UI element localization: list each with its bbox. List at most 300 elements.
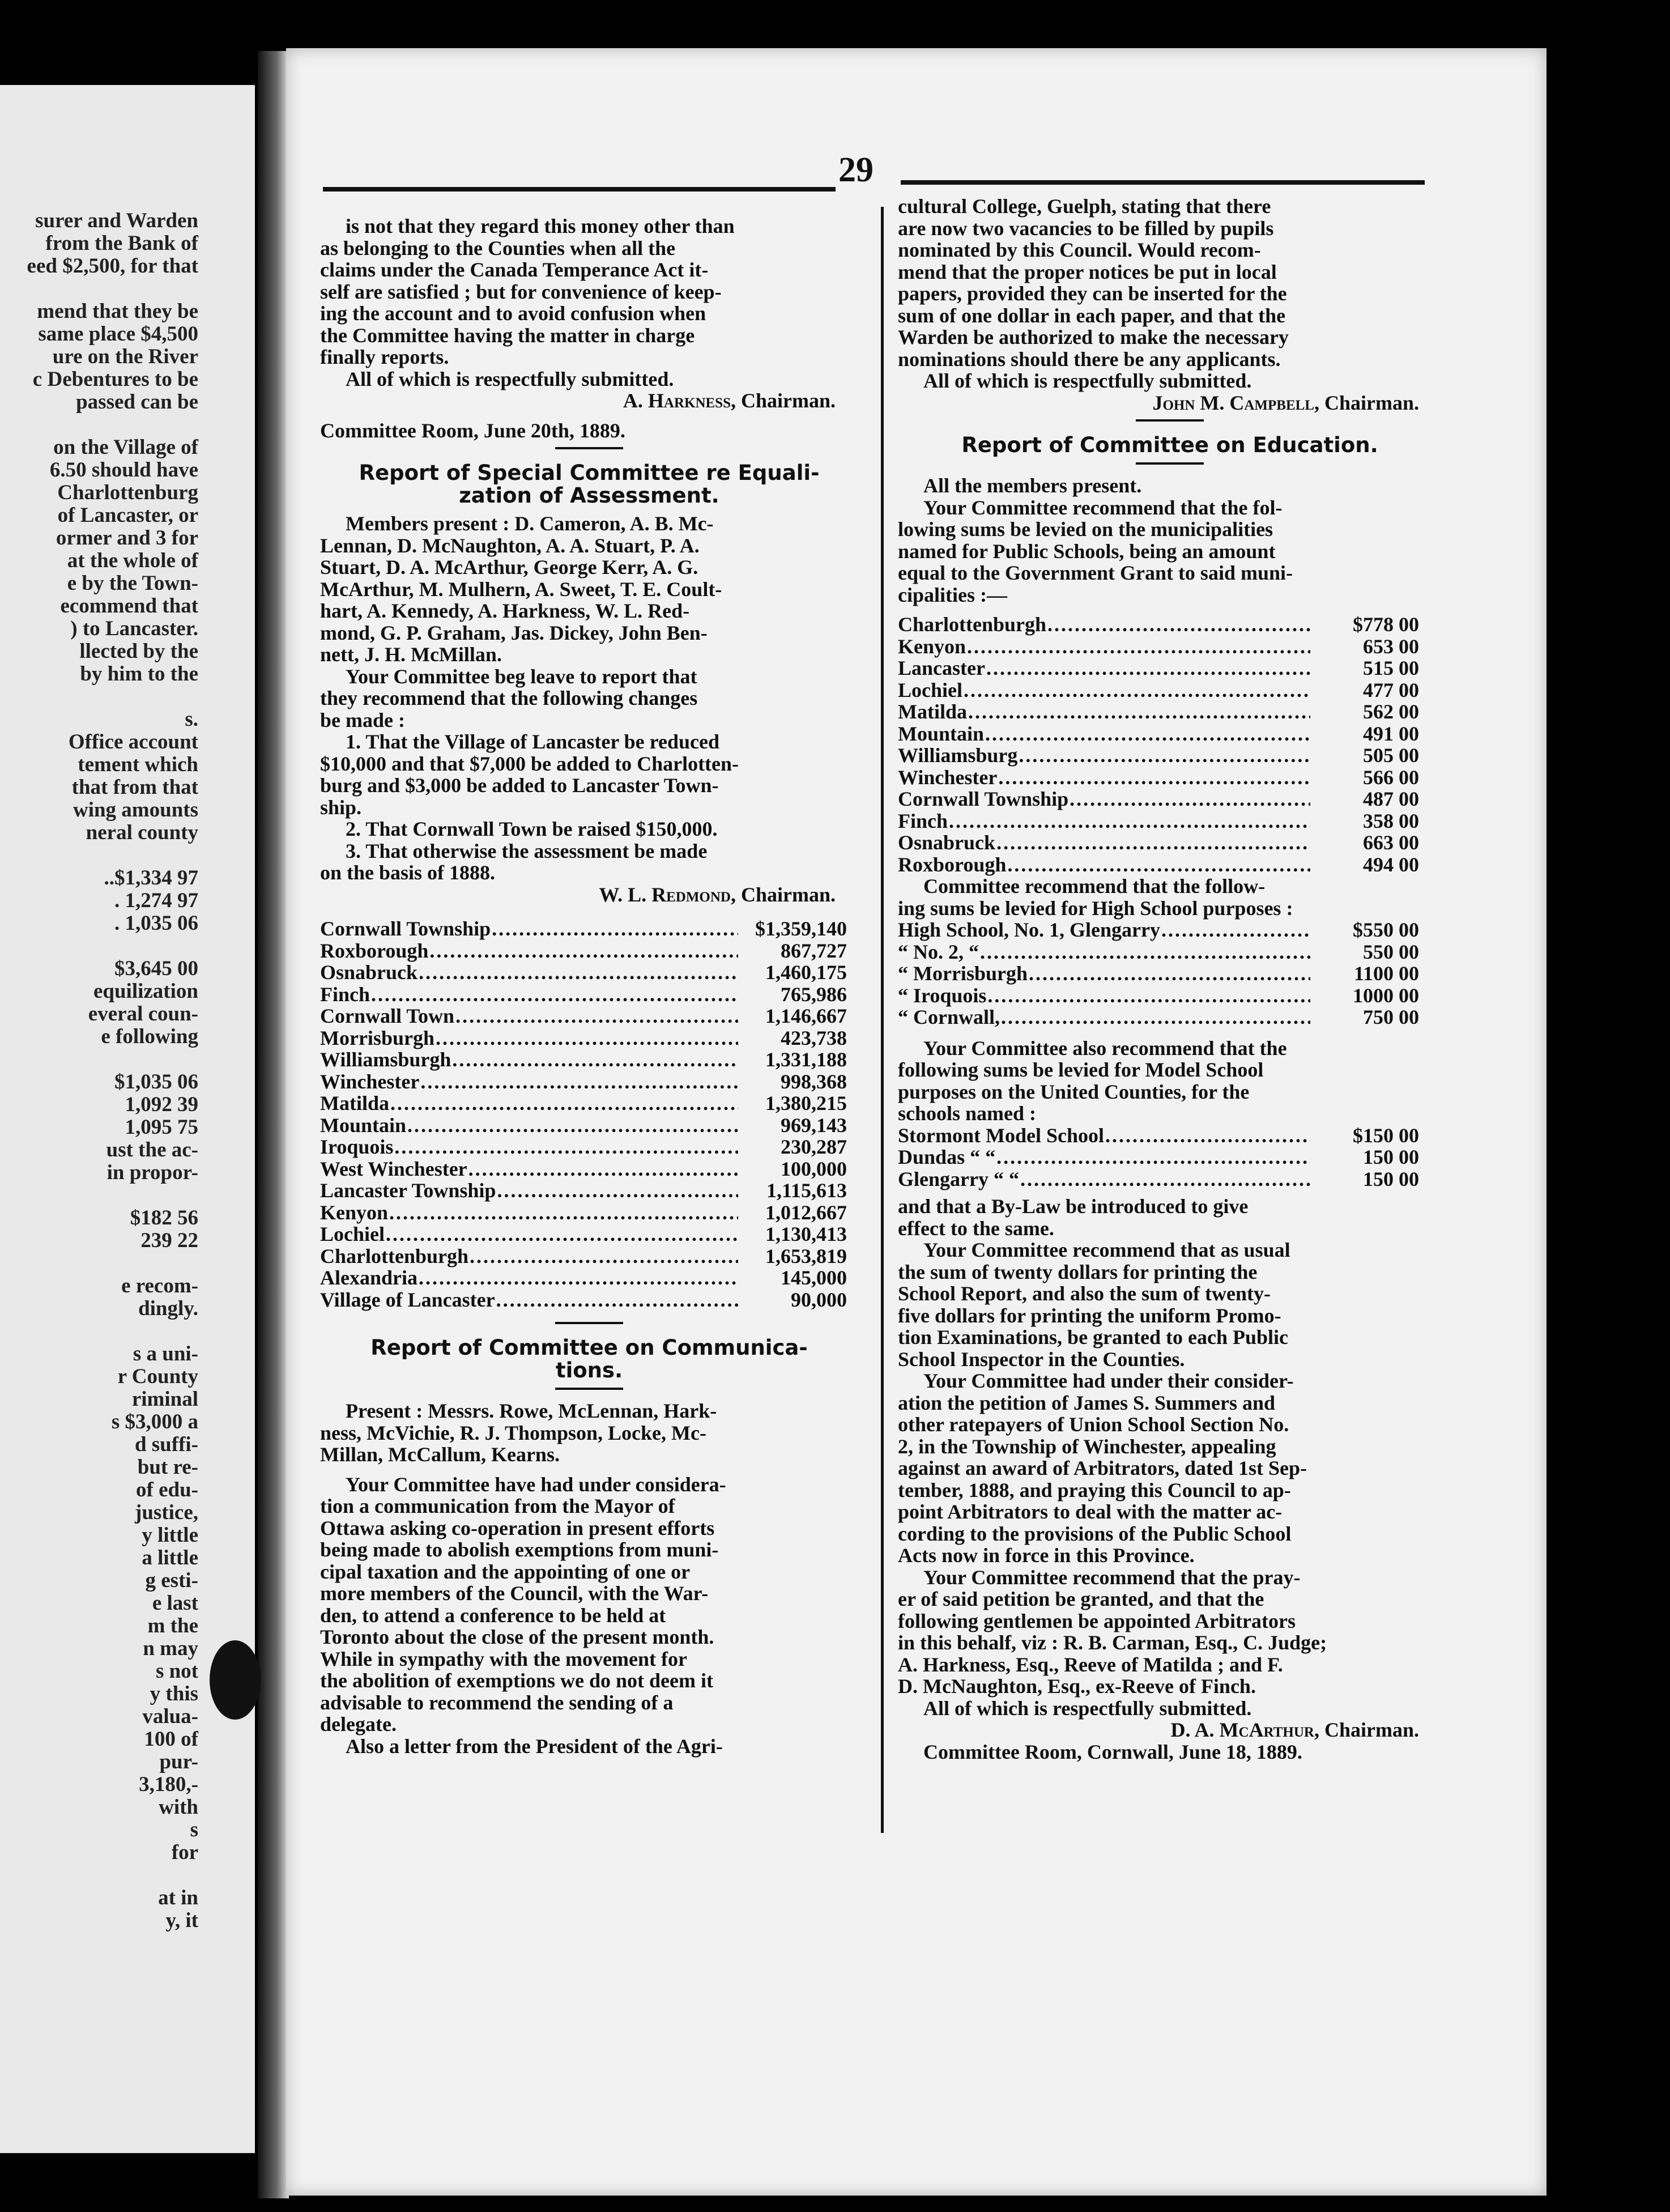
dot-leader [1105,1125,1310,1147]
dot-leader [452,1049,738,1071]
text-line: ship. [320,796,362,819]
row-amount: 423,738 [781,1026,847,1049]
dot-leader [386,1223,738,1245]
fragment-line [0,278,255,300]
dot-leader [985,723,1310,745]
members-paragraph [320,513,858,666]
fragment-line: y this [150,1682,198,1705]
fragment-line [0,844,255,867]
text-line: ation the petition of James S. Summers and [898,1391,1276,1414]
row-name: Mountain [898,722,985,745]
table-row [898,636,1419,658]
text-line: cipal taxation and the appointing of one or [320,1560,691,1583]
column-left [320,215,858,1757]
text-line: 1. That the Village of Lancaster be reduced [346,730,719,753]
table-row [320,1180,847,1202]
fragment-line: e by the Town- [67,572,198,595]
text-line: Your Committee beg leave to report that [346,665,697,688]
table-row [320,1223,847,1245]
table-row [320,1005,847,1027]
section-title-equalization: Report of Special Committee re Equali- zation of Assessment. [359,461,820,508]
table-row [320,1202,847,1224]
row-amount: 663 00 [1363,831,1419,854]
row-name: Roxborough [320,939,429,962]
fragment-line: $1,035 06 [114,1070,198,1094]
fragment-line: riminal [131,1388,198,1411]
text-line: papers, provided they can be inserted for the [898,282,1287,305]
fragment-line: ..$1,334 97 [104,866,198,890]
row-amount: $778 00 [1353,613,1419,636]
text-line: on the basis of 1888. [320,861,496,884]
submitted-line: All of which is respectfully submitted. [346,367,674,390]
table-row [898,832,1419,854]
text-line: den, to attend a conference to be held at [320,1603,666,1627]
text-line: the abolition of exemptions we do not deem it [320,1669,713,1692]
row-amount: 566 00 [1363,765,1419,789]
table-row [898,941,1419,963]
table-row [320,984,847,1006]
text-line: sum of one dollar in each paper, and that the [898,304,1286,327]
text-line: finally reports. [320,346,449,368]
fragment-line: s [190,1818,198,1841]
dot-leader [1020,1168,1310,1190]
fragment-line: neral county [86,821,198,844]
table-row [898,854,1419,876]
text-line: other ratepayers of Union School Section No. [898,1413,1289,1436]
text-line: D. McNaughton, Esq., ex-Reeve of Finch. [898,1675,1256,1698]
row-name: Mountain [320,1113,407,1137]
text-line: advisable to recommend the sending of a [320,1691,674,1714]
fragment-line: wing amounts [73,798,198,822]
communications-body [320,1474,858,1735]
table-row [320,1049,847,1071]
fragment-line: 3,180,- [139,1773,198,1796]
fragment-line: tement which [78,753,198,776]
text-line: mond, G. P. Graham, Jas. Dickey, John Ben- [320,621,708,644]
dot-leader [968,701,1310,723]
row-name: Williamsburgh [320,1048,451,1071]
chairman-signature-3: John M. Campbell, Chairman. [1152,391,1419,414]
printing-paragraph [898,1239,1442,1370]
text-line: burg and $3,000 be added to Lancaster Town- [320,774,719,797]
column-right [898,195,1442,1763]
table-row [898,1168,1419,1190]
fragment-line: d suffi- [134,1433,198,1456]
submitted-line-2: All of which is respectfully submitted. [923,369,1252,392]
fragment-line: on the Village of [53,436,198,459]
public-schools-table [898,614,1442,875]
row-amount: 867,727 [781,939,847,962]
dot-leader [1007,854,1310,876]
fragment-line: y little [142,1524,198,1547]
row-amount: $550 00 [1353,918,1419,941]
row-amount: 505 00 [1363,744,1419,767]
text-line: Millan, McCallum, Kearns. [320,1443,560,1466]
fragment-line: n may [143,1637,198,1660]
dot-leader [496,1289,738,1311]
row-amount: 1,012,667 [765,1201,847,1224]
fragment-line: ecommend that [60,594,198,618]
fragment-line: . 1,274 97 [114,889,198,912]
dot-leader [1019,745,1310,767]
fragment-line: e following [101,1025,198,1048]
row-name: Charlottenburgh [898,613,1047,636]
row-amount: 491 00 [1363,722,1419,745]
row-amount: $150 00 [1353,1124,1419,1147]
dot-leader [996,1146,1310,1168]
fragment-line: s a uni- [133,1342,198,1366]
row-name: Lochiel [320,1223,385,1245]
fragment-line [0,1184,255,1207]
fragment-line: Charlottenburg [57,481,198,504]
row-amount: 230,287 [781,1135,847,1158]
dot-leader [964,679,1310,701]
text-line: McArthur, M. Mulhern, A. Sweet, T. E. Coult- [320,577,722,601]
fragment-line: everal coun- [88,1002,198,1026]
text-line: and that a By-Law be introduced to give [898,1195,1249,1218]
row-amount: 550 00 [1363,940,1419,963]
dot-leader [419,1267,738,1289]
left-facing-page [0,85,255,2153]
section-title-education: Report of Committee on Education. [961,433,1378,457]
section-rule-3 [555,1388,623,1390]
table-row [320,1245,847,1267]
fragment-line: . 1,035 06 [114,912,198,935]
dot-leader [407,1114,738,1137]
text-line: purposes on the United Counties, for the [898,1080,1250,1103]
fragment-line: equilization [93,980,198,1003]
dot-leader [419,962,738,984]
text-line: $10,000 and that $7,000 be added to Charlotten- [320,752,739,775]
fragment-line: $182 56 [130,1206,198,1230]
row-amount: 1,460,175 [765,961,847,984]
fragment-line: Office account [68,730,198,754]
text-line: the Committee having the matter in charge [320,324,695,347]
text-line: point Arbitrators to deal with the matter ac- [898,1500,1283,1523]
fragment-line: ure on the River [52,345,198,368]
table-row [320,1267,847,1289]
high-intro-paragraph [898,875,1442,919]
dot-leader [429,940,738,962]
row-amount: 90,000 [791,1288,847,1311]
dot-leader [455,1005,738,1027]
dot-leader [1047,614,1310,636]
fragment-line: 100 of [144,1728,198,1751]
table-row [898,679,1419,701]
submitted-line-3: All of which is respectfully submitted. [923,1696,1252,1720]
text-line: are now two vacancies to be filled by pupils [898,216,1274,240]
table-row [320,962,847,984]
fragment-line: m the [147,1614,198,1637]
dot-leader [996,832,1310,854]
chairman-signature: A. Harkness, Chairman. [623,389,836,412]
fragment-line: in propor- [106,1161,198,1184]
dot-leader [390,1092,738,1114]
dot-leader [436,1027,738,1049]
fragment-line [0,1320,255,1343]
table-row [898,788,1419,810]
text-line: cultural College, Guelph, stating that there [898,195,1271,218]
fragment-line: a little [142,1546,198,1569]
row-name: Glengarry “ “ [898,1167,1019,1190]
text-line: Acts now in force in this Province. [898,1544,1195,1567]
fragment-line: e last [152,1592,198,1615]
text-line: schools named : [898,1102,1037,1125]
report-paragraph [320,666,858,731]
row-name: “ Cornwall, [898,1006,1000,1028]
present-paragraph [320,1400,858,1466]
dot-leader [497,1180,738,1202]
table-row [898,919,1419,941]
fragment-line: of Lancaster, or [57,504,198,527]
row-name: Village of Lancaster [320,1288,495,1311]
text-line: five dollars for printing the uniform Promo- [898,1304,1281,1327]
dot-leader [371,984,738,1006]
fragment-line [0,414,255,436]
chairman-signature-2: W. L. Redmond, Chairman. [599,883,836,906]
table-row [320,1092,847,1114]
fragment-line: e recom- [121,1274,198,1298]
header-rule-right [901,180,1425,185]
fragment-line: but re- [137,1456,198,1479]
ink-blot [210,1640,261,1720]
text-line: effect to the same. [898,1216,1054,1240]
row-amount: 1,331,188 [765,1048,847,1071]
row-amount: 1,115,613 [766,1179,847,1202]
text-line: ing sums be levied for High School purposes : [898,896,1293,920]
item-1 [320,731,858,818]
dot-leader [1161,919,1310,941]
text-line: tion a communication from the Mayor of [320,1495,675,1517]
text-line: tember, 1888, and praying this Council to ap- [898,1478,1291,1501]
text-line: Members present : D. Cameron, A. B. Mc- [346,512,714,535]
text-line: nett, J. H. McMillan. [320,643,502,666]
text-line: nominations should there be any applicants. [898,347,1281,371]
table-row [320,918,847,940]
fragment-line: with [159,1796,198,1819]
row-name: Cornwall Township [320,917,491,940]
committee-room-date-2: Committee Room, Cornwall, June 18, 1889. [923,1740,1302,1763]
table-row [320,1289,847,1311]
text-line: Warden be authorized to make the necessary [898,326,1289,348]
text-line: Committee recommend that the follow- [923,875,1266,897]
fragment-line: same place $4,500 [38,322,198,346]
fragment-line: 1,095 75 [125,1116,198,1139]
text-line: cording to the provisions of the Public School [898,1522,1292,1545]
text-line: hart, A. Kennedy, A. Harkness, W. L. Red- [320,599,690,622]
row-name: Finch [320,982,370,1006]
row-name: High School, No. 1, Glengarry [898,918,1161,941]
prayer-paragraph [898,1567,1442,1698]
row-name: Winchester [320,1070,420,1093]
row-name: Winchester [898,765,998,789]
row-name: Matilda [898,700,967,723]
row-amount: $1,359,140 [755,917,847,940]
row-amount: 750 00 [1363,1006,1419,1028]
table-row [320,1136,847,1158]
item-2: 2. That Cornwall Town be raised $150,000. [346,818,718,840]
page-number: 29 [838,151,874,189]
fragment-line [0,686,255,708]
row-amount: 150 00 [1363,1146,1419,1168]
text-line: against an award of Arbitrators, dated 1st Sep- [898,1457,1307,1479]
fragment-line: y, it [165,1909,198,1932]
section-rule-2 [555,1322,623,1324]
text-line: they recommend that the following changes [320,687,698,709]
fragment-line: eed $2,500, for that [27,254,198,278]
recommend-paragraph [898,497,1442,606]
text-line: tion Examinations, be granted to each Public [898,1326,1289,1349]
text-line: ness, McVichie, R. J. Thompson, Locke, Mc- [320,1421,706,1444]
row-name: Morrisburgh [320,1026,434,1049]
text-line: the sum of twenty dollars for printing the [898,1260,1258,1283]
table-row [898,745,1419,767]
text-line: self are satisfied ; but for convenience of keep- [320,280,722,303]
fragment-line: 1,092 39 [125,1093,198,1116]
row-name: Kenyon [320,1201,389,1224]
row-name: “ No. 2, “ [898,940,979,963]
text-line: Your Committee recommend that as usual [923,1239,1290,1261]
row-amount: 100,000 [781,1157,847,1180]
row-name: Lancaster [898,657,985,679]
row-name: Finch [898,809,948,832]
fragment-line: that from that [71,776,198,799]
text-line: Your Committee had under their consider- [923,1369,1294,1392]
fragment-line [0,935,255,958]
text-line: 3. That otherwise the assessment be made [346,839,708,862]
fragment-line [0,1252,255,1275]
dot-leader [998,767,1310,789]
row-amount: 998,368 [781,1070,847,1093]
row-amount: 1,130,413 [765,1223,847,1245]
chairman-signature-4: D. A. McArthur, Chairman. [1170,1718,1419,1741]
row-name: Williamsburg [898,744,1018,767]
table-row [898,767,1419,789]
fragment-line: justice, [135,1501,198,1524]
section-rule-4 [1136,419,1204,422]
all-present: All the members present. [923,474,1142,497]
dot-leader [492,918,738,940]
petition-paragraph [898,1370,1442,1567]
table-row [898,985,1419,1007]
row-amount: 358 00 [1363,809,1419,832]
row-name: “ Morrisburgh [898,962,1028,985]
fragment-line: dingly. [138,1297,198,1320]
table-row [898,657,1419,679]
row-amount: 145,000 [781,1266,847,1289]
fragment-line: mend that they be [37,300,198,323]
row-amount: 1,146,667 [765,1005,847,1027]
row-name: Alexandria [320,1266,418,1289]
fragment-line: c Debentures to be [32,368,198,391]
header-rule-left [323,187,836,192]
row-name: Lochiel [898,678,962,701]
row-name: Matilda [320,1092,389,1114]
text-line: Present : Messrs. Rowe, McLennan, Hark- [346,1399,717,1422]
row-name: Cornwall Township [898,788,1069,810]
text-line: following sums be levied for Model School [898,1058,1264,1081]
row-name: Kenyon [898,635,966,658]
text-line: mend that the proper notices be put in local [898,260,1277,283]
row-amount: 477 00 [1363,678,1419,701]
fragment-line: at the whole of [67,549,198,572]
text-line: Ottawa asking co-operation in present efforts [320,1516,715,1539]
fragment-line: s. [185,708,198,731]
text-line: Lennan, D. McNaughton, A. A. Stuart, P. A. [320,534,700,557]
text-line: being made to abolish exemptions from muni- [320,1538,719,1561]
dot-leader [470,1245,738,1267]
fragment-line: valua- [142,1705,198,1728]
fragment-line: $3,645 00 [114,957,198,980]
high-schools-table [898,919,1442,1028]
text-line: School Report, and also the sum of twenty- [898,1282,1271,1305]
row-amount: 1000 00 [1353,984,1419,1007]
table-row [320,1158,847,1180]
dot-leader [394,1136,738,1158]
text-line: A. Harkness, Esq., Reeve of Matilda ; and F. [898,1653,1283,1676]
text-line: Your Committee have had under considera- [346,1473,726,1496]
fragment-line: s $3,000 a [111,1410,198,1433]
fragment-line: 6.50 should have [49,458,198,482]
text-line: Your Committee also recommend that the [923,1036,1287,1060]
text-line: as belonging to the Counties when all the [320,236,676,260]
table-row [898,1125,1419,1147]
text-line: more members of the Council, with the War- [320,1582,709,1605]
table-row [898,1006,1419,1028]
row-amount: 1,653,819 [765,1244,847,1267]
row-amount: 487 00 [1363,788,1419,810]
text-line: Your Committee recommend that the pray- [923,1566,1301,1589]
table-row [898,723,1419,745]
text-line: equal to the Government Grant to said muni- [898,561,1293,584]
college-paragraph [898,195,1442,370]
dot-leader [986,657,1310,679]
fragment-line: ust the ac- [106,1138,198,1162]
fragment-line: ) to Lancaster. [70,617,198,640]
fragment-line: g esti- [145,1569,198,1592]
fragment-line: s not [155,1660,198,1683]
dot-leader [420,1071,738,1093]
item-3 [320,840,858,884]
text-line: nominated by this Council. Would recom- [898,239,1261,261]
fragment-line: r County [117,1365,198,1388]
dot-leader [468,1158,738,1180]
committee-room-date: Committee Room, June 20th, 1889. [320,419,625,442]
model-schools-table [898,1125,1442,1190]
table-row [898,1146,1419,1168]
row-name: Osnabruck [898,831,996,854]
text-line: lowing sums be levied on the municipalities [898,518,1273,541]
dot-leader [980,941,1310,963]
table-row [898,614,1419,636]
table-row [898,701,1419,723]
fragment-line: pur- [159,1750,198,1773]
row-amount: 969,143 [781,1113,847,1137]
text-line: Your Committee recommend that the fol- [923,496,1283,519]
row-amount: 653 00 [1363,635,1419,658]
row-name: Osnabruck [320,961,418,984]
fragment-line: by him to the [80,662,198,686]
fragment-line: llected by the [79,640,198,663]
dot-leader [1070,788,1310,810]
section-rule-5 [1136,462,1204,465]
fragment-line [0,1048,255,1071]
fragment-line: from the Bank of [45,232,198,255]
row-name: Charlottenburgh [320,1244,469,1267]
row-name: Cornwall Town [320,1005,455,1027]
table-row [320,1027,847,1049]
row-amount: 1,380,215 [765,1092,847,1114]
